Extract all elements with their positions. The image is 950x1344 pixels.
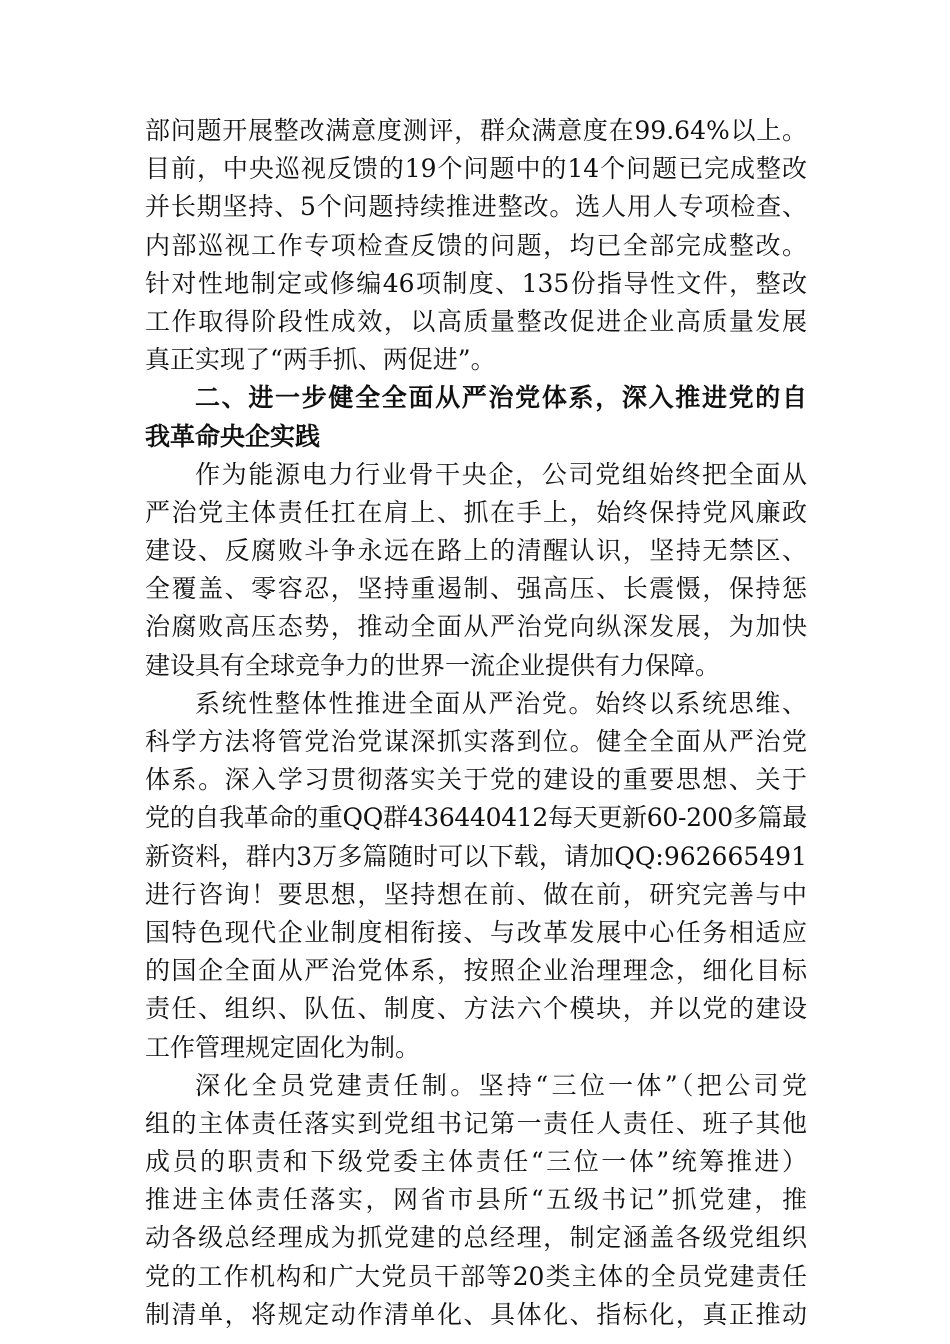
text-line: 内部巡视工作专项检查反馈的问题，均已全部完成整改。 <box>145 230 807 260</box>
text-line: 工作管理规定固化为制。 <box>145 1032 421 1062</box>
text-line: 制清单，将规定动作清单化、具体化、指标化，真正推动 <box>145 1299 807 1329</box>
paragraph-first-line: 系统性整体性推进全面从严治党。始终以系统思维、 <box>195 688 807 718</box>
text-line: 严治党主体责任扛在肩上、抓在手上，始终保持党风廉政 <box>145 497 807 527</box>
text-line: 真正实现了“两手抓、两促进”。 <box>145 345 496 375</box>
paragraph-first-line: 深化全员党建责任制。坚持“三位一体”（把公司党 <box>195 1070 807 1100</box>
text-line: 责任、组织、队伍、制度、方法六个模块，并以党的建设 <box>145 994 807 1024</box>
text-line: 成员的职责和下级党委主体责任“三位一体”统筹推进） <box>145 1147 807 1177</box>
text-line: 的国企全面从严治党体系，按照企业治理理念，细化目标 <box>145 956 807 986</box>
text-line: 建设具有全球竞争力的世界一流企业提供有力保障。 <box>145 650 721 680</box>
paragraph-first-line: 作为能源电力行业骨干央企，公司党组始终把全面从 <box>195 459 807 489</box>
text-line: 组的主体责任落实到党组书记第一责任人责任、班子其他 <box>145 1108 807 1138</box>
text-line: 党的工作机构和广大党员干部等20类主体的全员党建责任 <box>145 1261 807 1291</box>
document-body <box>145 112 807 1334</box>
text-line: 国特色现代企业制度相衔接、与改革发展中心任务相适应 <box>145 917 807 947</box>
text-line: 治腐败高压态势，推动全面从严治党向纵深发展，为加快 <box>145 612 807 642</box>
section-heading-line: 我革命央企实践 <box>145 421 321 451</box>
text-line: 科学方法将管党治党谋深抓实落到位。健全全面从严治党 <box>145 727 807 756</box>
text-line: 新资料，群内3万多篇随时可以下载，请加QQ:962665491 <box>145 841 807 871</box>
text-line: 部问题开展整改满意度测评，群众满意度在99.64%以上。 <box>145 116 807 145</box>
text-line: 进行咨询！要思想，坚持想在前、做在前，研究完善与中 <box>145 879 807 909</box>
text-line: 体系。深入学习贯彻落实关于党的建设的重要思想、关于 <box>145 765 807 795</box>
text-line: 并长期坚持、5个问题持续推进整改。选人用人专项检查、 <box>145 192 807 222</box>
text-line: 推进主体责任落实，网省市县所“五级书记”抓党建，推 <box>145 1185 807 1215</box>
text-line: 建设、反腐败斗争永远在路上的清醒认识，坚持无禁区、 <box>145 536 807 566</box>
text-line: 动各级总经理成为抓党建的总经理，制定涵盖各级党组织 <box>145 1223 807 1253</box>
text-line: 工作取得阶段性成效，以高质量整改促进企业高质量发展 <box>145 306 807 336</box>
text-line: 党的自我革命的重QQ群436440412每天更新60-200多篇最 <box>145 803 807 833</box>
section-heading-line: 二、进一步健全全面从严治党体系，深入推进党的自 <box>195 383 807 413</box>
text-line: 全覆盖、零容忍，坚持重遏制、强高压、长震慑，保持惩 <box>145 574 807 604</box>
text-line: 目前，中央巡视反馈的19个问题中的14个问题已完成整改 <box>145 154 807 184</box>
text-line: 针对性地制定或修编46项制度、135份指导性文件，整改 <box>145 268 807 298</box>
